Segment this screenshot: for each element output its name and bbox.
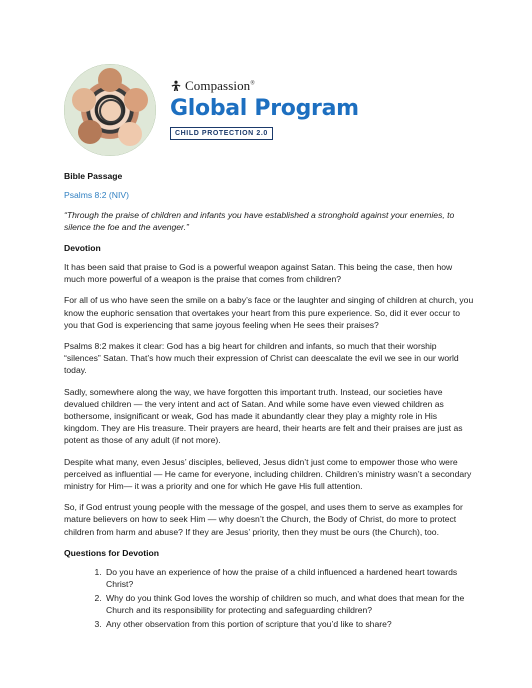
child-face [98, 68, 122, 92]
question-item: 1. Do you have an experience of how the praise of a child influenced a hardened heart towards Christ? [104, 566, 474, 590]
compassion-figure-icon [170, 80, 182, 92]
children-group-photo [64, 64, 156, 156]
question-item: 2. Why do you think God loves the worship of children so much, and what does that mean for the Church and its responsibility for protecting and safeguarding children? [104, 592, 474, 616]
child-face [124, 88, 148, 112]
child-face [99, 99, 123, 123]
devotion-paragraph: For all of us who have seen the smile on a baby’s face or the laughter and singing of children at church, you know the euphoric sensation that overtakes your heart from this pure experience. So, did it ever occur to you that God is experiencing that same joyous feeling when He sees their praises? [64, 295, 474, 330]
header [64, 64, 484, 156]
questions-list [64, 566, 474, 630]
devotion-paragraph: It has been said that praise to God is a powerful weapon against Satan. This being the case, then how much more powerful of a weapon is the praise that comes from children? [64, 262, 453, 285]
compassion-logo [170, 78, 359, 94]
devotion-paragraph: So, if God entrust young people with the message of the gospel, and uses them to serve as examples for mature believers on how to seek Him — why doesn’t the Church, the Body of Christ, do more to protect children from harm and abuse? If they are Jesus’ priority, then they must be ours (the Church), too. [64, 502, 463, 537]
scripture-quote: “Through the praise of children and infants you have established a stronghold against your enemies, to silence the foe and the avenger.” [64, 210, 455, 232]
program-badge: CHILD PROTECTION 2.0 [170, 127, 273, 140]
child-face [72, 88, 96, 112]
devotion-paragraph: Despite what many, even Jesus’ disciples, believed, Jesus didn’t just come to empower those who were perceived as influential — He came for everyone, including children. Children’s ministry wasn’t a secondary ministry for Him— it was a priority and one for which He gave His full attention. [64, 456, 472, 492]
document-body [64, 170, 474, 632]
child-face [118, 122, 142, 146]
devotion-heading: Devotion [64, 243, 101, 253]
child-face [78, 120, 102, 144]
questions-heading: Questions for Devotion [64, 547, 160, 558]
devotion-paragraph: Psalms 8:2 makes it clear: God has a big heart for children and infants, so much that their worship “silences” Satan. That’s how much their expression of Christ can deescalate the evil we see in our world today. [64, 341, 459, 376]
program-title: Global Program [170, 96, 359, 121]
bible-passage-heading: Bible Passage [64, 171, 123, 181]
scripture-reference: Psalms 8:2 (NIV) [64, 190, 129, 200]
brand-block [170, 78, 359, 140]
question-item: 3. Any other observation from this portion of scripture that you’d like to share? [104, 618, 474, 630]
devotion-paragraph: Sadly, somewhere along the way, we have forgotten this important truth. Instead, our societies have devalued children — the very intent and act of Satan. And while some have even viewed children as bothersome, insignificant or weak, God has made it abundantly clear they play a mighty role in His kingdom. They are His treasure. Their prayers are heard, their hearts are felt and their praises are just as potent as those of any adult (if not more). [64, 386, 463, 446]
compassion-wordmark: Compassion® [185, 78, 255, 93]
